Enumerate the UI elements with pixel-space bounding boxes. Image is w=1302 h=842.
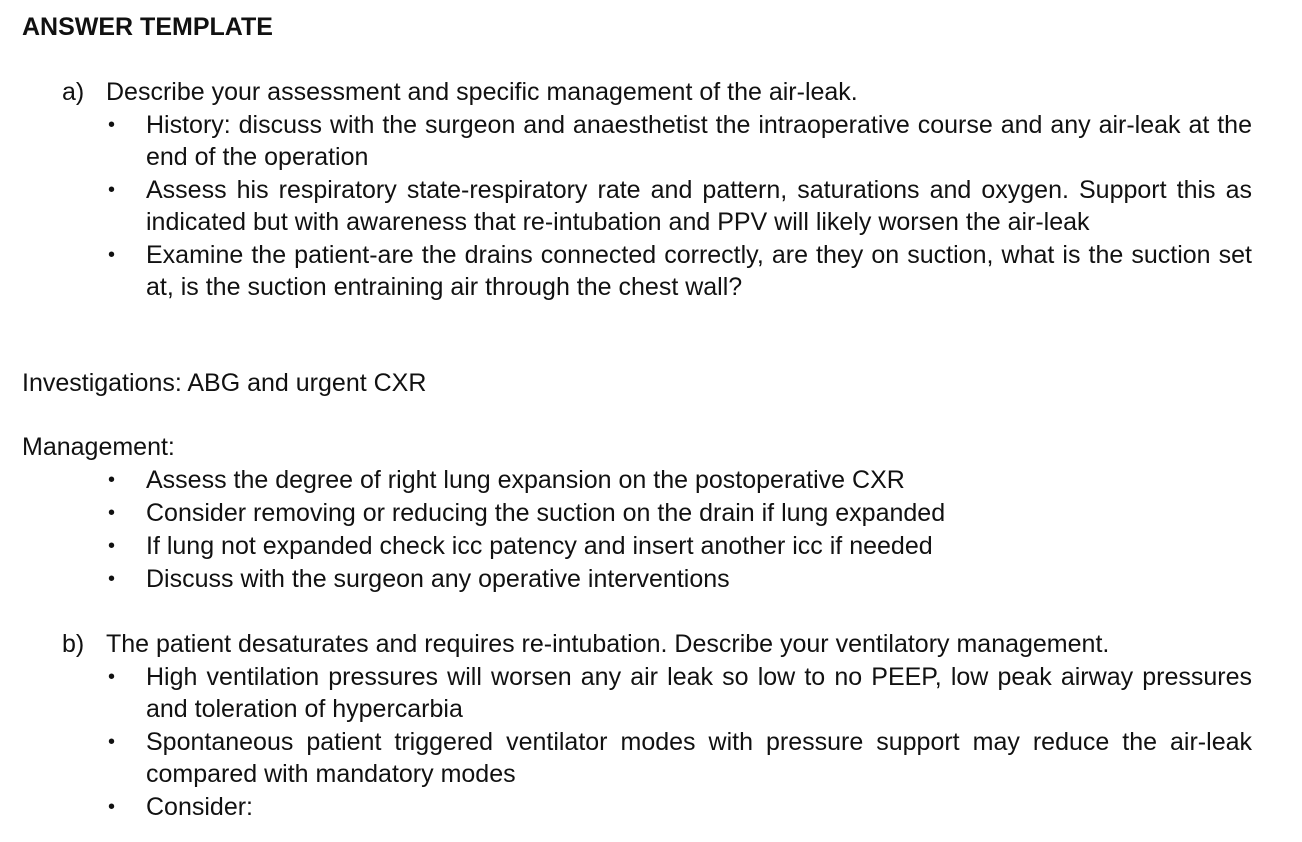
list-item-text: Assess his respiratory state-respiratory rate and pattern, saturations and oxygen. Support this as indicated but with awareness that re-intubation and PPV will likely worsen the air-leak	[146, 176, 1252, 236]
bullet-icon: •	[108, 731, 116, 753]
management-bullet-list	[108, 464, 1252, 595]
investigations-line: Investigations: ABG and urgent CXR	[22, 369, 427, 397]
question-b	[62, 628, 1262, 660]
bullet-icon: •	[108, 114, 116, 136]
list-item-text: History: discuss with the surgeon and anaesthetist the intraoperative course and any air-leak at the end of the operation	[146, 111, 1252, 171]
list-item-text: High ventilation pressures will worsen any air leak so low to no PEEP, low peak airway pressures and toleration of hypercarbia	[146, 663, 1252, 723]
list-item-text: Spontaneous patient triggered ventilator modes with pressure support may reduce the air-leak compared with mandatory modes	[146, 728, 1252, 788]
list-item-text: If lung not expanded check icc patency and insert another icc if needed	[146, 532, 933, 560]
list-item	[108, 661, 1252, 725]
management-heading: Management:	[22, 433, 175, 461]
bullet-icon: •	[108, 244, 116, 266]
list-item	[108, 109, 1252, 173]
list-item	[108, 497, 1252, 529]
list-item	[108, 791, 1252, 823]
question-b-label: b)	[62, 630, 85, 658]
question-b-text: The patient desaturates and requires re-intubation. Describe your ventilatory management.	[106, 630, 1110, 658]
list-item-text: Examine the patient-are the drains connected correctly, are they on suction, what is the suction set at, is the suction entraining air through the chest wall?	[146, 241, 1252, 301]
section-a-bullet-list	[108, 109, 1252, 303]
bullet-icon: •	[108, 179, 116, 201]
list-item	[108, 563, 1252, 595]
list-item	[108, 239, 1252, 303]
question-a	[62, 76, 1262, 108]
list-item	[108, 174, 1252, 238]
list-item-text: Consider:	[146, 793, 253, 821]
list-item	[108, 530, 1252, 562]
list-item-text: Assess the degree of right lung expansion on the postoperative CXR	[146, 466, 905, 494]
bullet-icon: •	[108, 502, 116, 524]
bullet-icon: •	[108, 568, 116, 590]
bullet-icon: •	[108, 796, 116, 818]
list-item-text: Discuss with the surgeon any operative interventions	[146, 565, 730, 593]
bullet-icon: •	[108, 535, 116, 557]
bullet-icon: •	[108, 666, 116, 688]
section-b-bullet-list	[108, 661, 1252, 823]
question-a-text: Describe your assessment and specific management of the air-leak.	[106, 78, 858, 106]
list-item	[108, 726, 1252, 790]
list-item-text: Consider removing or reducing the suction on the drain if lung expanded	[146, 499, 946, 527]
list-item	[108, 464, 1252, 496]
bullet-icon: •	[108, 469, 116, 491]
page-title: ANSWER TEMPLATE	[22, 13, 273, 41]
question-a-label: a)	[62, 78, 85, 106]
